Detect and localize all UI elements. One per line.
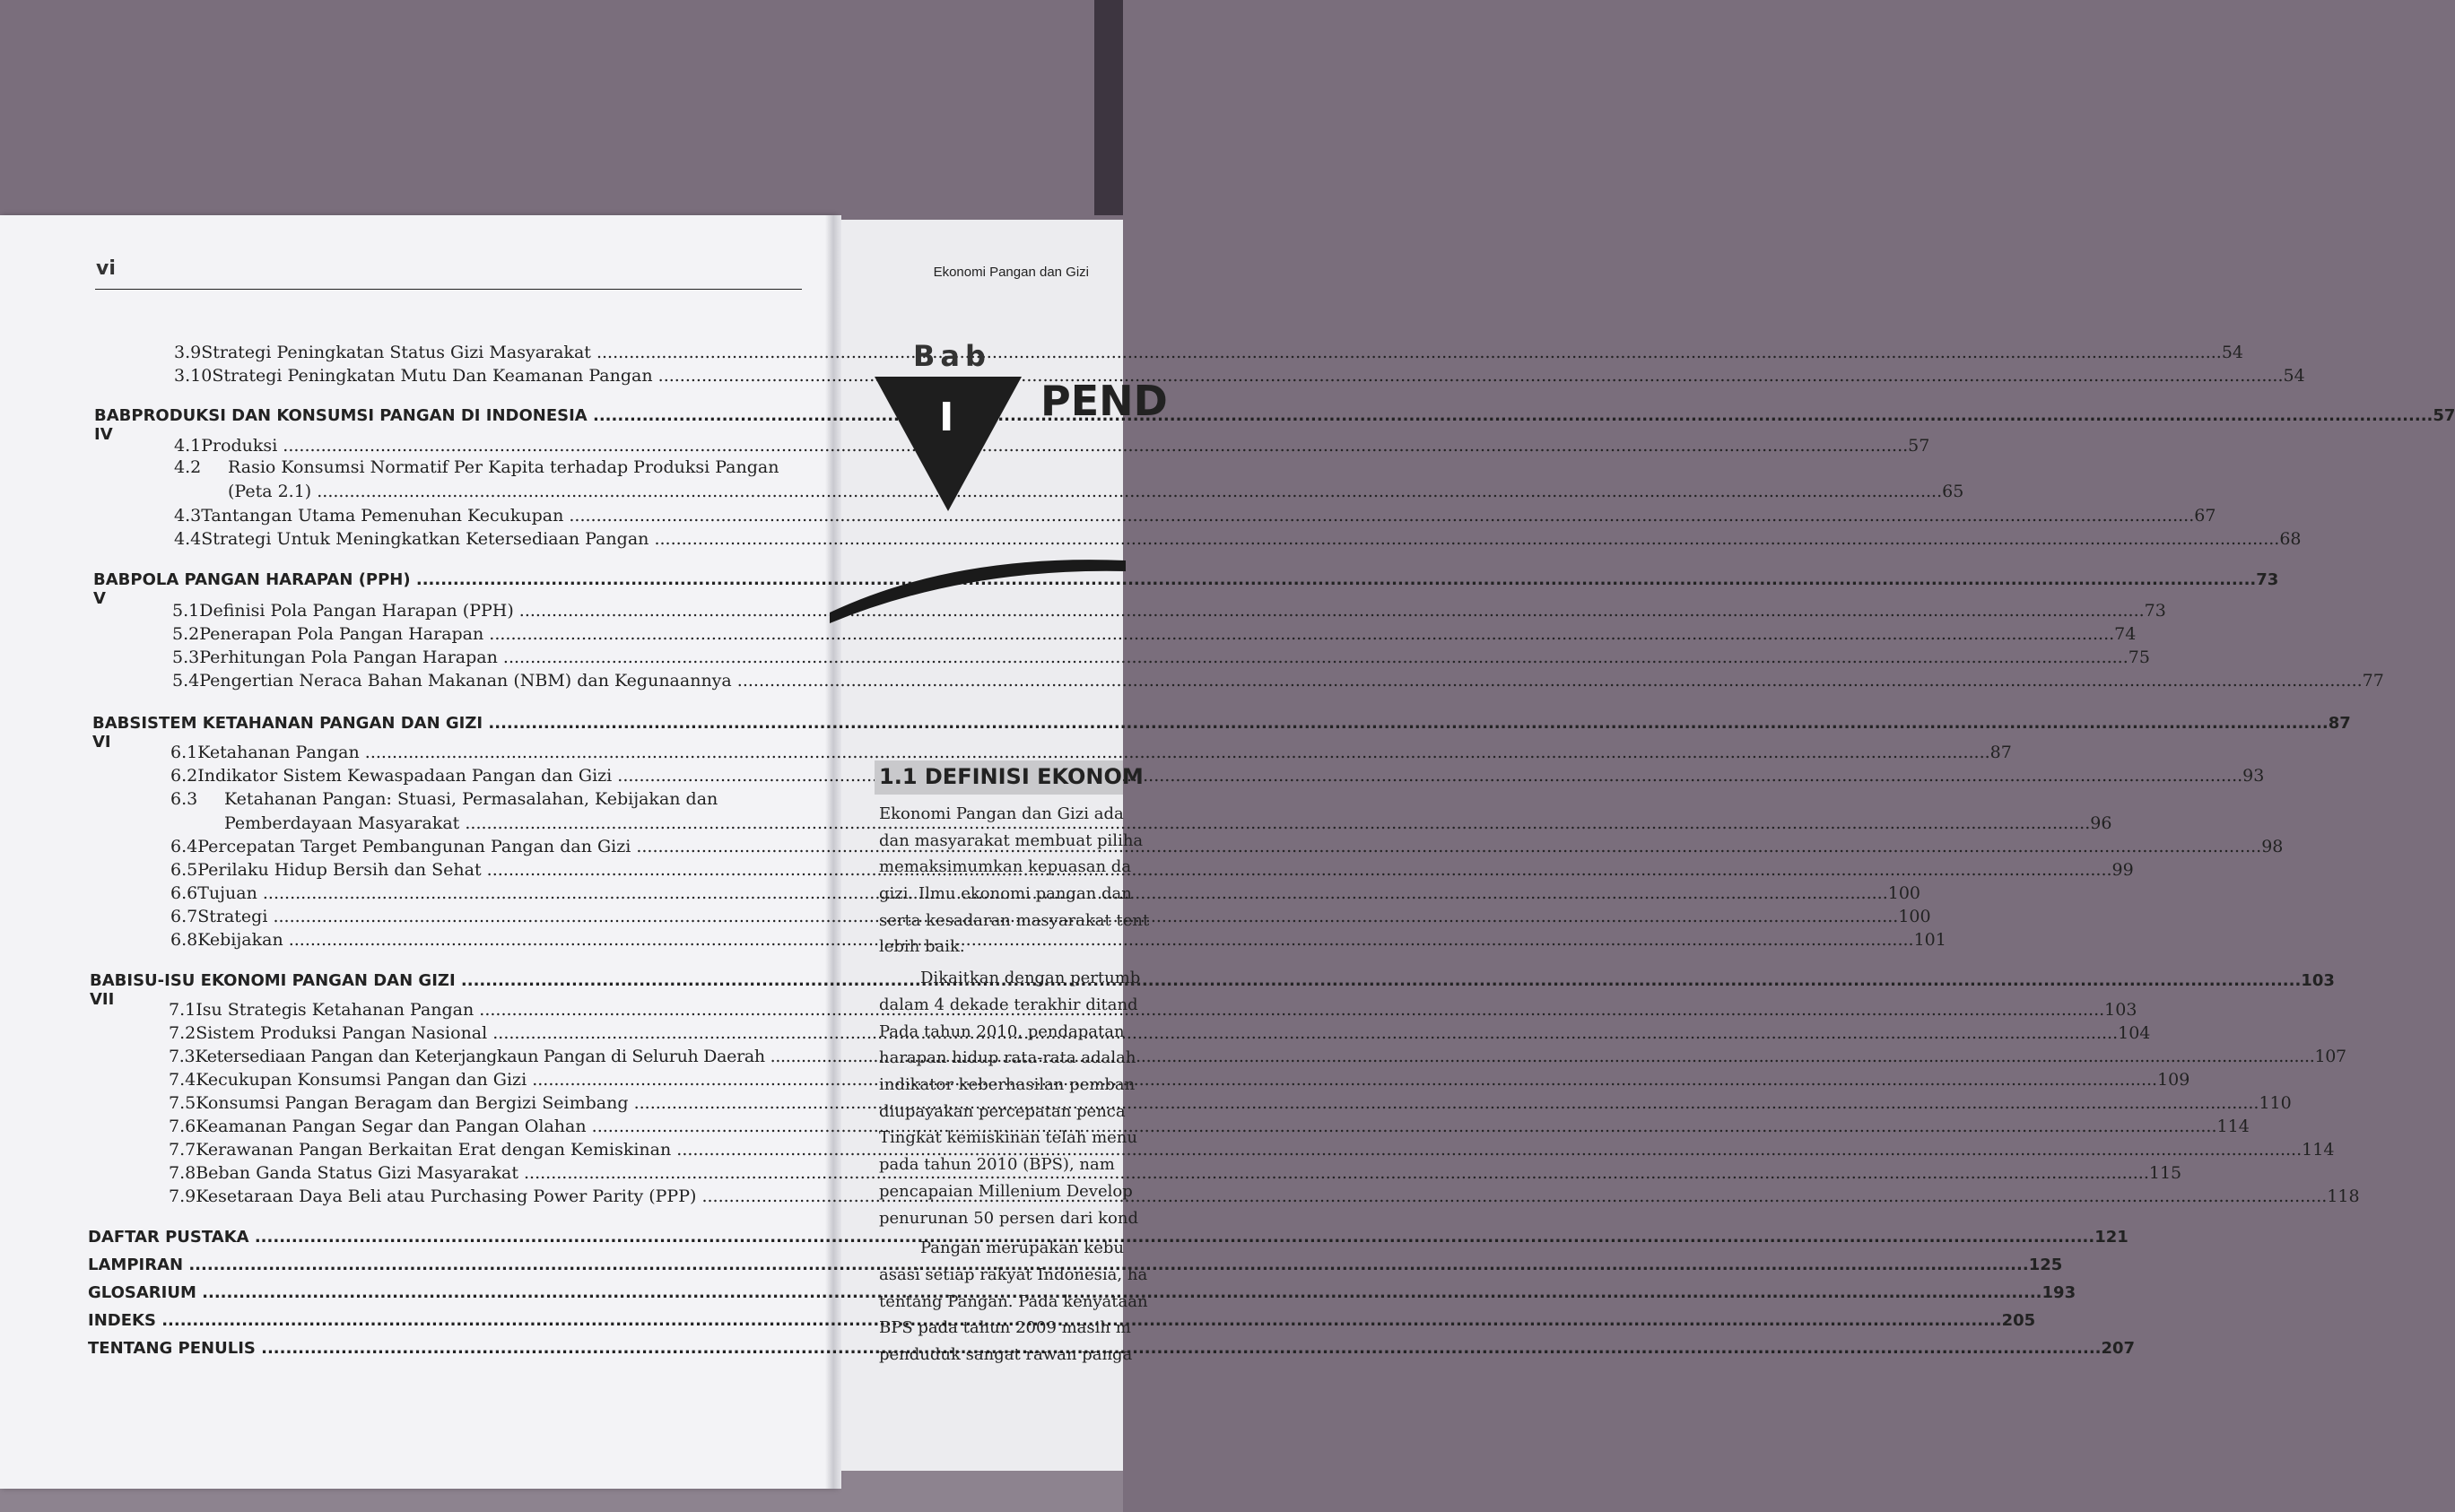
toc-entry-number: 5.3 (172, 647, 200, 667)
text-line: indikator keberhasilan pemban (879, 1075, 1136, 1095)
chapter-page: 73 (2256, 570, 2279, 589)
toc-entry-number: 7.9 (169, 1186, 196, 1206)
page-number: vi (96, 257, 116, 280)
toc-entry-title: Percepatan Target Pembangunan Pangan dan Gizi ..... (197, 837, 2261, 856)
toc-entry-title: Konsumsi Pangan Beragam dan Bergizi Seimbang ..... (196, 1093, 2259, 1113)
toc-back-matter[interactable] (88, 1228, 2129, 1247)
toc-entry-number: 6.3 (170, 789, 198, 809)
text-line: harapan hidup rata-rata adalah (879, 1048, 1136, 1068)
text-line: diupayakan percepatan penca (879, 1101, 1126, 1121)
toc-entry-page: 100 (1898, 907, 1931, 926)
decorative-swoosh (830, 552, 1126, 623)
toc-entry-title: Kebijakan ..... (197, 930, 1913, 950)
toc-entry-page: 75 (2128, 647, 2150, 667)
toc-entry-number: 4.1 (174, 436, 202, 456)
toc-entry-title: Tantangan Utama Pemenuhan Kecukupan ..... (201, 506, 2194, 526)
body-paragraph-3-cont (879, 1262, 1148, 1369)
toc-entry-title: Perilaku Hidup Bersih dan Sehat ..... (197, 860, 2111, 880)
toc-entry-title: Strategi Untuk Meningkatkan Ketersediaan Pangan ..... (201, 529, 2279, 549)
toc-entry-page: 118 (2327, 1186, 2360, 1206)
chapter-title: POLA PANGAN HARAPAN (PPH) ..... (130, 570, 2256, 589)
toc-entry[interactable] (172, 624, 2137, 644)
toc-entry[interactable] (172, 647, 2150, 667)
toc-entry-title: Ketersediaan Pangan dan Keterjangkaun Pangan di Seluruh Daerah ..... (195, 1047, 2314, 1066)
toc-entry-number: 3.9 (174, 343, 202, 362)
back-matter-page: 205 (2001, 1311, 2036, 1330)
text-line: tentang Pangan. Pada kenyataan (879, 1291, 1148, 1311)
toc-entry-page: 54 (2283, 366, 2305, 386)
toc-entry-title: Perhitungan Pola Pangan Harapan ..... (199, 647, 2129, 667)
toc-entry-page: 87 (1989, 743, 2012, 762)
chapter-label: BAB VII (90, 971, 127, 1009)
scanner-shadow (1094, 0, 1123, 215)
body-paragraph-1 (879, 801, 1148, 960)
toc-entry[interactable] (174, 506, 2216, 526)
text-line: asasi setiap rakyat Indonesia, ha (879, 1265, 1148, 1284)
toc-entry-number: 7.6 (169, 1117, 196, 1136)
toc-entry-title: Isu Strategis Ketahanan Pangan ..... (196, 1000, 2104, 1020)
toc-entry-title: Ketahanan Pangan ..... (197, 743, 1989, 762)
toc-entry-number: 4.4 (174, 529, 202, 549)
back-matter-page: 207 (2101, 1339, 2136, 1358)
toc-entry-page: 101 (1913, 930, 1946, 950)
toc-entry-page: 100 (1887, 883, 1920, 903)
toc-entry-number: 4.3 (174, 506, 202, 526)
toc-entry-page: 109 (2157, 1070, 2190, 1090)
back-matter-page: 193 (2041, 1283, 2076, 1302)
text-line: memaksimumkan kepuasan da (879, 857, 1132, 877)
chapter-number: I (939, 395, 954, 440)
toc-entry-page: 68 (2279, 529, 2302, 549)
toc-entry-title: Beban Ganda Status Gizi Masyarakat ..... (196, 1163, 2149, 1183)
toc-entry-page: 54 (2221, 343, 2244, 362)
toc-entry-title: Ketahanan Pangan: Stuasi, Permasalahan, Kebijakan dan (224, 789, 718, 809)
toc-entry-title-continued: (Peta 2.1) ..... (228, 482, 1942, 501)
chapter-label: BAB VI (92, 714, 130, 752)
toc-entry-page: 67 (2194, 506, 2216, 526)
toc-entry-number: 5.1 (172, 601, 200, 621)
chapter-page: 87 (2328, 714, 2351, 733)
toc-entry-title: Definisi Pola Pangan Harapan (PPH) ..... (199, 601, 2144, 621)
chapter-title: ISU-ISU EKONOMI PANGAN DAN GIZI ..... (126, 971, 2301, 990)
toc-entry-page: 115 (2148, 1163, 2182, 1183)
toc-entry-title: Keamanan Pangan Segar dan Pangan Olahan ..... (196, 1117, 2216, 1136)
chapter-label: BAB V (93, 570, 131, 608)
text-line: lebih baik. (879, 937, 965, 957)
back-matter-title: LAMPIRAN ..... (88, 1256, 2029, 1274)
toc-entry-title: Rasio Konsumsi Normatif Per Kapita terhadap Produksi Pangan (228, 457, 779, 477)
text-line: pada tahun 2010 (BPS), nam (879, 1155, 1115, 1175)
text-line: BPS pada tahun 2009 masih m (879, 1318, 1131, 1338)
toc-entry-title: Strategi ..... (197, 907, 1898, 926)
toc-entry[interactable] (169, 1117, 2250, 1136)
text-line: pencapaian Millenium Develop (879, 1181, 1133, 1201)
toc-entry[interactable] (172, 601, 2166, 621)
toc-entry-title: Kerawanan Pangan Berkaitan Erat dengan Kemiskinan ..... (196, 1140, 2302, 1160)
toc-entry-page: 77 (2362, 671, 2384, 691)
toc-entry-title: Strategi Peningkatan Mutu Dan Keamanan Pangan ..... (212, 366, 2283, 386)
toc-entry-page: 103 (2104, 1000, 2137, 1020)
toc-entry-title: Tujuan ..... (197, 883, 1888, 903)
text-line: dan masyarakat membuat piliha (879, 830, 1144, 850)
chapter-title: PRODUKSI DAN KONSUMSI PANGAN DI INDONESIA ..... (131, 406, 2433, 425)
toc-entry-page: 73 (2144, 601, 2166, 621)
toc-entry-number: 6.7 (170, 907, 198, 926)
body-paragraph-2 (879, 965, 1148, 992)
toc-entry-title: Penerapan Pola Pangan Harapan ..... (199, 624, 2114, 644)
toc-entry-number: 6.6 (170, 883, 198, 903)
back-matter-title: DAFTAR PUSTAKA ..... (88, 1228, 2094, 1247)
chapter-title: SISTEM KETAHANAN PANGAN DAN GIZI ..... (129, 714, 2328, 733)
text-line: Pangan merupakan kebu (920, 1238, 1124, 1257)
toc-entry-number: 4.2 (174, 457, 202, 477)
toc-entry[interactable] (174, 457, 779, 477)
back-matter-title: INDEKS ..... (88, 1311, 2002, 1330)
toc-entry-title: Sistem Produksi Pangan Nasional ..... (196, 1023, 2118, 1043)
text-line: serta kesadaran masyarakat tent (879, 910, 1150, 930)
chapter-page: 103 (2301, 971, 2335, 990)
toc-entry[interactable] (170, 743, 2012, 762)
text-line: penduduk sangat rawan panga (879, 1345, 1133, 1365)
chapter-label: BAB IV (94, 406, 132, 444)
toc-back-matter[interactable] (88, 1256, 2063, 1274)
back-matter-page: 125 (2028, 1256, 2063, 1274)
toc-entry-page: 98 (2261, 837, 2284, 856)
text-line: gizi. Ilmu ekonomi pangan dan (879, 884, 1132, 904)
bab-heading: Bab (913, 339, 991, 373)
toc-entry[interactable] (174, 529, 2302, 549)
text-line: Dikaitkan dengan pertumb (920, 969, 1141, 987)
toc-entry-number: 6.8 (170, 930, 198, 950)
body-paragraph-2-cont (879, 992, 1148, 1231)
toc-entry-page: 65 (1942, 482, 1964, 501)
toc-entry-number: 6.2 (170, 766, 198, 786)
toc-entry[interactable] (174, 436, 1930, 456)
toc-entry-continuation[interactable] (228, 482, 1964, 501)
toc-entry-title: Indikator Sistem Kewaspadaan Pangan dan Gizi ..... (197, 766, 2242, 786)
toc-entry-number: 5.4 (172, 671, 200, 691)
text-line: Tingkat kemiskinan telah menu (879, 1128, 1137, 1148)
toc-entry-number: 6.1 (170, 743, 198, 762)
section-title: 1.1 DEFINISI EKONOM (879, 764, 1144, 789)
toc-entry-number: 6.4 (170, 837, 198, 856)
toc-entry-number: 7.3 (169, 1047, 196, 1066)
toc-entry[interactable] (174, 366, 2305, 386)
text-line: Pada tahun 2010, pendapatan (879, 1021, 1125, 1041)
text-line: penurunan 50 persen dari kond (879, 1208, 1139, 1228)
toc-entry-page: 99 (2111, 860, 2134, 880)
toc-entry-page: 114 (2216, 1117, 2250, 1136)
toc-entry-title: Strategi Peningkatan Status Gizi Masyarakat ..... (201, 343, 2222, 362)
toc-entry-page: 96 (2090, 813, 2112, 833)
toc-entry-page: 107 (2314, 1047, 2346, 1066)
text-line: dalam 4 dekade terakhir ditand (879, 995, 1138, 1014)
toc-entry[interactable] (170, 789, 718, 809)
toc-entry-page: 104 (2118, 1023, 2151, 1043)
back-matter-page: 121 (2094, 1228, 2129, 1247)
text-line: Ekonomi Pangan dan Gizi ada (879, 804, 1124, 823)
toc-entry-number: 3.10 (174, 366, 213, 386)
toc-entry[interactable] (172, 671, 2384, 691)
chapter-page: 57 (2433, 406, 2455, 425)
toc-entry-page: 110 (2259, 1093, 2292, 1113)
back-matter-title: TENTANG PENULIS ..... (88, 1339, 2102, 1358)
toc-entry[interactable] (169, 1140, 2335, 1160)
body-paragraph-3 (879, 1235, 1148, 1262)
toc-entry-page: 93 (2242, 766, 2265, 786)
toc-entry-number: 7.1 (169, 1000, 196, 1020)
toc-entry-title: Kesetaraan Daya Beli atau Purchasing Power Parity (PPP) ..... (196, 1186, 2327, 1206)
toc-entry-number: 7.7 (169, 1140, 196, 1160)
toc-entry-number: 6.5 (170, 860, 198, 880)
running-header-title: Ekonomi Pangan dan Gizi (933, 265, 1089, 280)
toc-entry-title: Produksi ..... (201, 436, 1908, 456)
toc-entry-number: 7.4 (169, 1070, 196, 1090)
toc-entry-number: 7.8 (169, 1163, 196, 1183)
toc-entry-title: Pengertian Neraca Bahan Makanan (NBM) dan Kegunaannya ..... (199, 671, 2362, 691)
toc-entry-title-continued: Pemberdayaan Masyarakat ..... (224, 813, 2090, 833)
toc-entry-page: 57 (1908, 436, 1930, 456)
toc-entry-number: 7.2 (169, 1023, 196, 1043)
toc-entry-page: 74 (2114, 624, 2137, 644)
toc-entry-number: 5.2 (172, 624, 200, 644)
toc-entry-page: 114 (2302, 1140, 2335, 1160)
toc-entry-number: 7.5 (169, 1093, 196, 1113)
toc-entry-title: Kecukupan Konsumsi Pangan dan Gizi ..... (196, 1070, 2157, 1090)
back-matter-title: GLOSARIUM ..... (88, 1283, 2042, 1302)
chapter-title-partial: PEND (1040, 377, 1168, 425)
